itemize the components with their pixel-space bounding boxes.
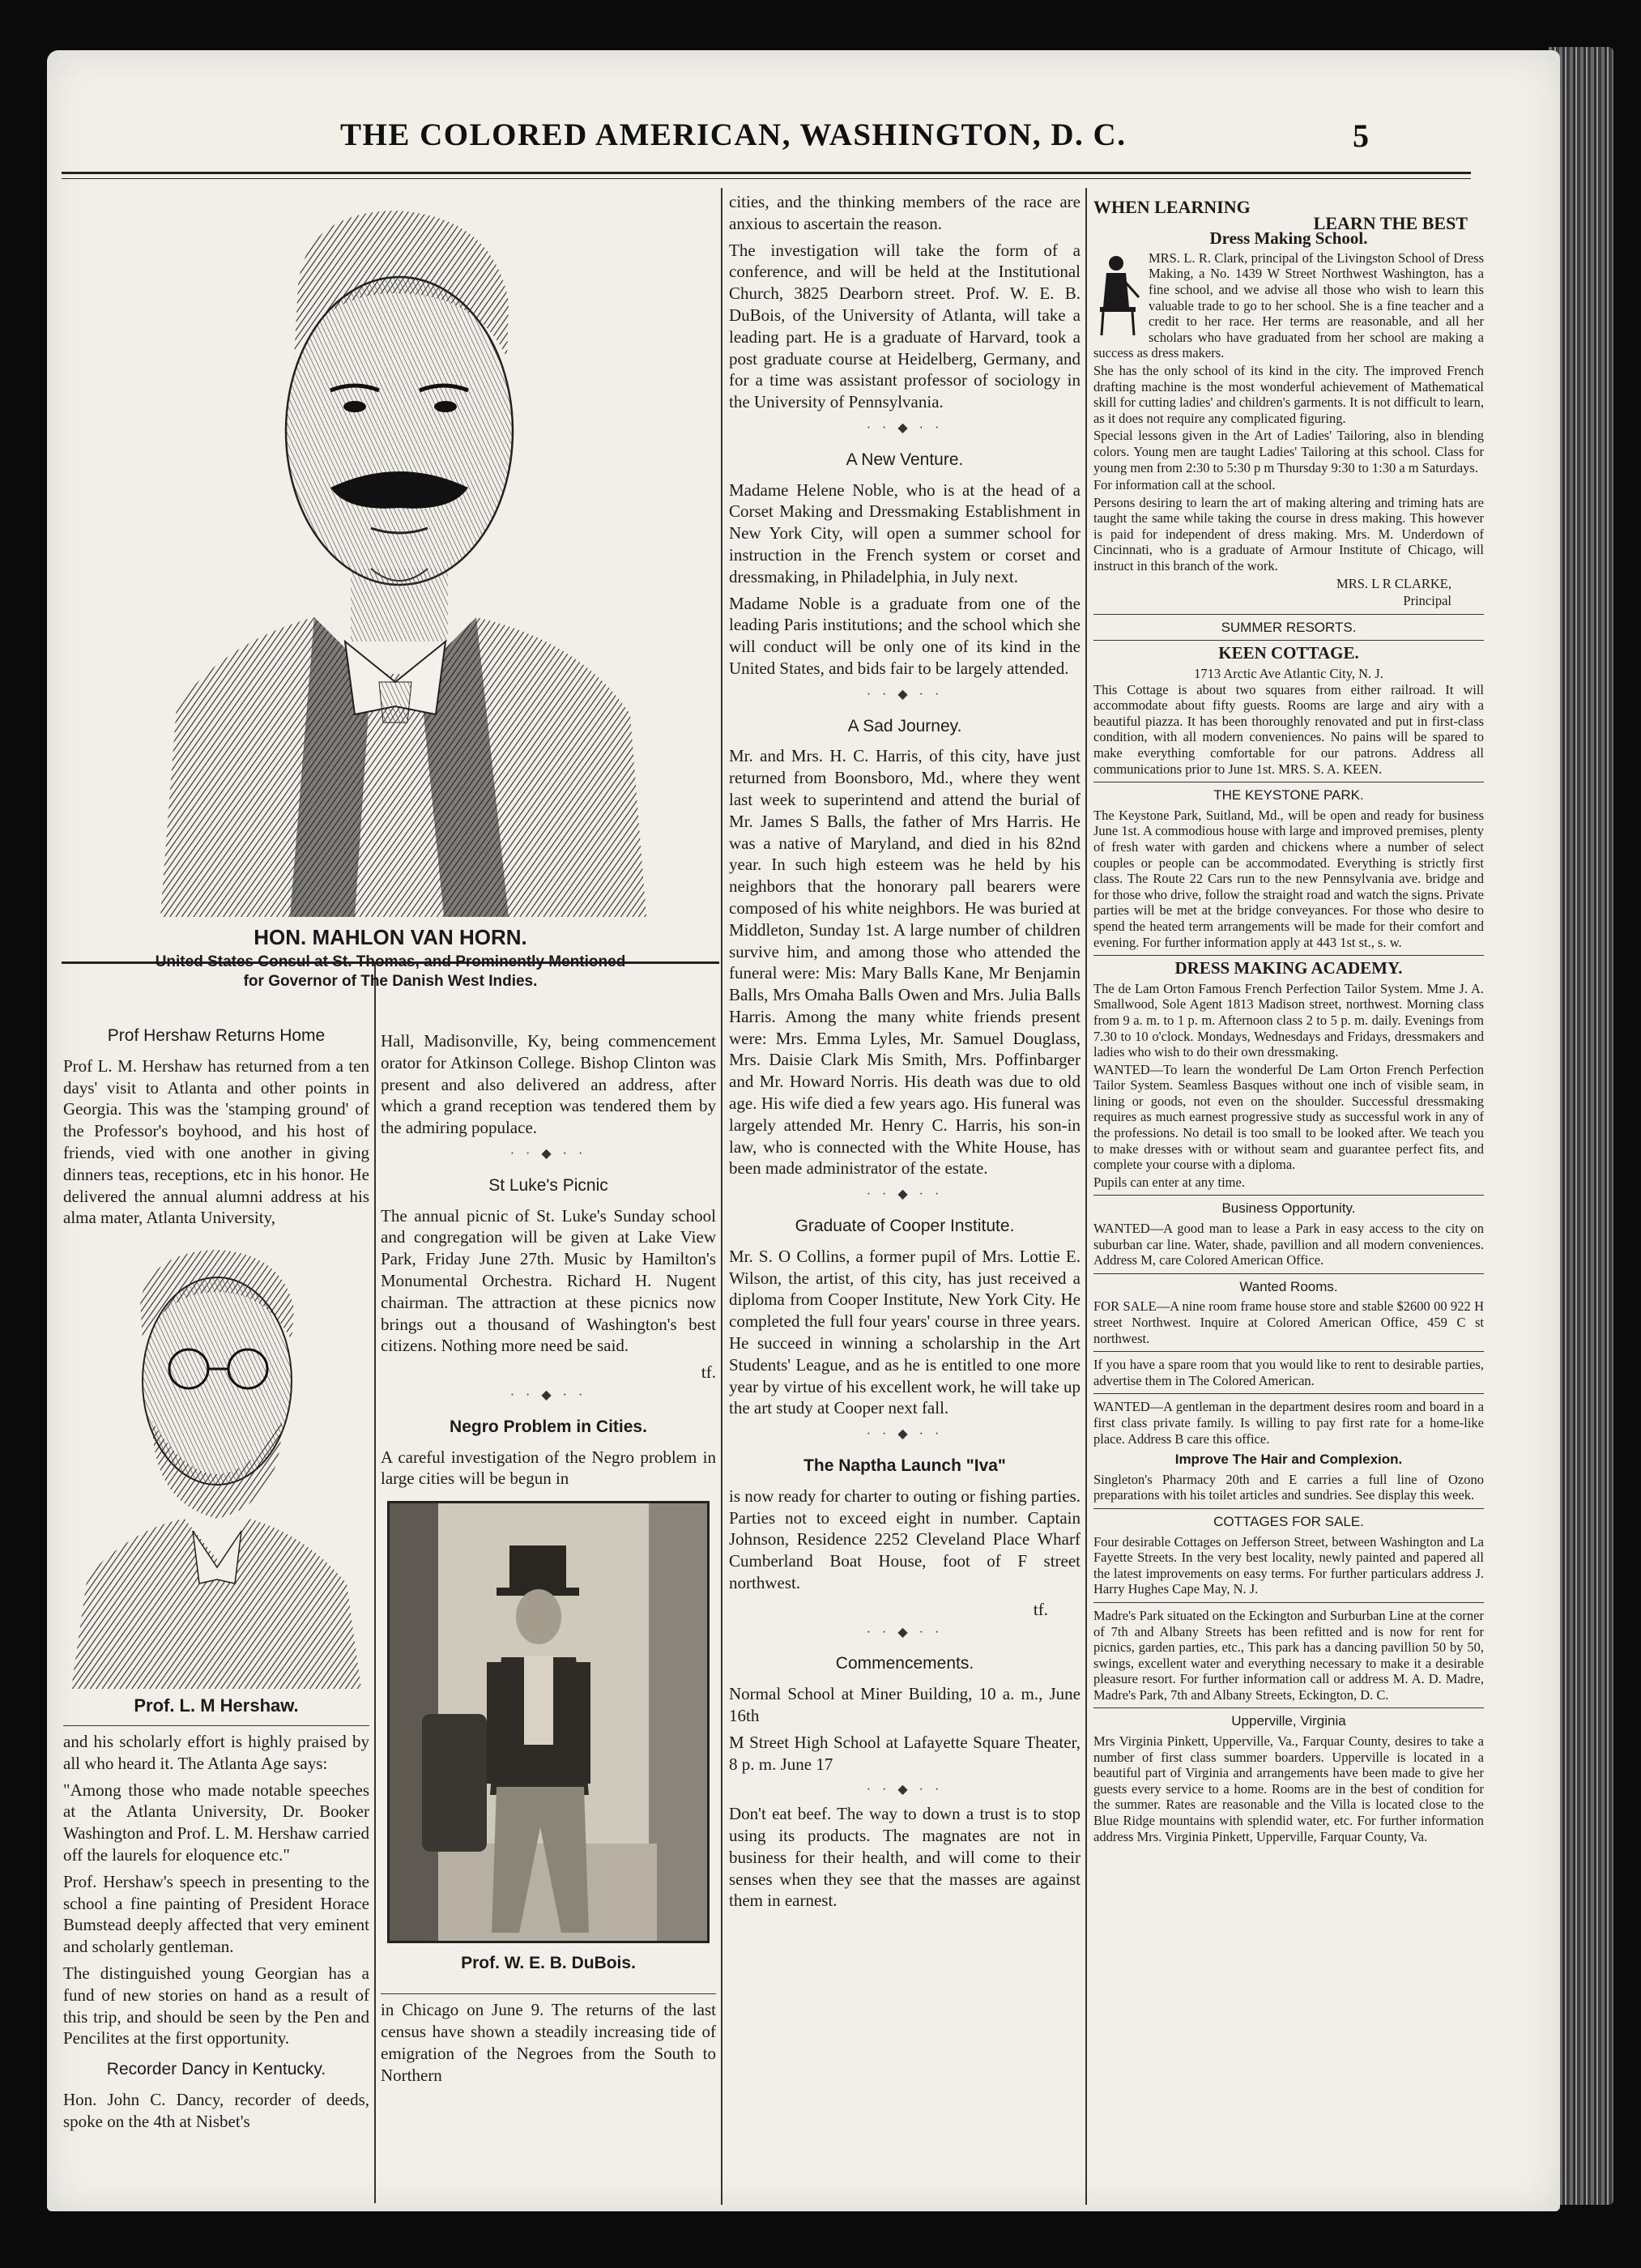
ad-text: Pupils can enter at any time.: [1093, 1174, 1245, 1190]
ad-text: Special lessons given in the Art of Ladies' Tailoring, also in blending colors. Young men are taught Ladies' Tailoring at this school. Class for young men from 2:30 to 5:30 p m Thursday 9:30 to 1:30 a m Saturdays.: [1093, 428, 1484, 475]
article-text: Hon. John C. Dancy, recorder of deeds, spoke on the 4th at Nisbet's: [63, 2089, 369, 2131]
ad-text: For information call at the school.: [1093, 477, 1276, 493]
ad-head-keystone-park: THE KEYSTONE PARK.: [1213, 787, 1364, 804]
ad-text: MRS. L. R. Clark, principal of the Livingston School of Dress Making, a No. 1439 W Street Northwest Washington, has a fine school, and we advise all those who wish to learn this valuable trade to go to her school. She is a fine teacher and a credit to her race. Her terms are reasonable, and all her scholars who have graduated from her school are making a success as dress makers.: [1093, 249, 1484, 361]
ad-address: 1713 Arctic Ave Atlantic City, N. J.: [1194, 666, 1383, 682]
article-text: Hall, Madisonville, Ky, being commencement orator for Atkinson College. Bishop Clinton was present and also delivered an address, after which a grand reception was tendered them by the admiring populace.: [381, 1031, 716, 1138]
ad-text: WANTED—To learn the wonderful De Lam Orton French Perfection Tailor System. Seamless Basques without one inch of visible seam, in lining or goods, not even on the shoulder. Successful dressmaking requires as much earnest progressive study as successful work in any of the professions. No detail is too small to be looked after. We teach you to make dresses with or without seam and guarantee perfect fits, and complete your course with a diploma.: [1093, 1061, 1484, 1173]
ad-text: WANTED—A good man to lease a Park in easy access to the city on suburban car line. Water, shade, pavillion and all modern conveniences. Address M, care Colored American Office.: [1093, 1221, 1484, 1268]
dubois-photo: [387, 1501, 710, 1943]
article-text: Prof L. M. Hershaw has returned from a ten days' visit to Atlanta and other points in Georgia. This was the 'stamping ground' of the Professor's boyhood, and his host of friends, vied with one another in giving dinners teas, receptions, etc in his honor. He delivered the annual alumni address at his alma mater, Atlanta University,: [63, 1055, 369, 1228]
hershaw-portrait-caption: Prof. L. M Hershaw.: [134, 1695, 299, 1716]
tailor-figure-illustration: [1093, 250, 1142, 339]
ad-rule: [1093, 1393, 1484, 1394]
column-2: [381, 1030, 716, 2206]
article-text: Madame Helene Noble, who is at the head of a Corset Making and Dressmaking Establishment in New York City, will open a summer school for instruction in the French system or corset and dressmaking, in Philadelphia, in July next.: [729, 480, 1081, 586]
article-head-cooper: Graduate of Cooper Institute.: [795, 1217, 1015, 1236]
feature-name: HON. MAHLON VAN HORN.: [254, 925, 527, 949]
ad-rule: [1093, 614, 1484, 615]
article-head-commencements: Commencements.: [835, 1654, 974, 1673]
article-text: Normal School at Miner Building, 10 a. m., June 16th: [729, 1684, 1081, 1725]
ad-rule: [1093, 1707, 1484, 1708]
feature-caption: [62, 953, 719, 991]
article-head-dancy: Recorder Dancy in Kentucky.: [106, 2060, 326, 2079]
page-number: 5: [1353, 117, 1369, 154]
ad-rule: [1093, 955, 1484, 956]
ad-text: The de Lam Orton Famous French Perfection Tailor System. Mme J. A. Smallwood, Sole Agent 1813 Madison street, northwest. Morning class from 9 a. m. to 1 p. m. Afternoon class 2 to 5 p. m. daily. Evenings from 7.30 to 10 o'clock. Mondays, Wednesdays and Fridays, dressmakers and ladies who wish to do their own dressmaking.: [1093, 980, 1484, 1060]
article-text: and his scholarly effort is highly praised by all who heard it. The Atlanta Age says:: [63, 1731, 369, 1773]
ad-head-business-opportunity: Business Opportunity.: [1221, 1200, 1356, 1217]
article-text: Madame Noble is a graduate from one of the leading Paris institutions; and the school which she will conduct will be only one of its kind in the United States, and bids fair to be largely attended.: [729, 593, 1081, 678]
masthead-rule: [62, 172, 1471, 174]
article-text: cities, and the thinking members of the race are anxious to ascertain the reason.: [729, 192, 1081, 233]
column-rule: [1085, 188, 1087, 2205]
ad-head-dressmaking-school: Dress Making School.: [1209, 228, 1368, 249]
feature-caption-line2: for Governor of The Danish West Indies.: [243, 973, 538, 990]
ad-text: Singleton's Pharmacy 20th and E carries a full line of Ozono preparations with his toilet articles and sundries. See display this week.: [1093, 1471, 1484, 1503]
article-text: in Chicago on June 9. The returns of the last census have shown a steadily increasing tide of emigration of the Negroes from the South to Northern: [381, 2000, 716, 2085]
column-rule: [374, 964, 376, 2203]
ad-head-learn-best: LEARN THE BEST: [1313, 212, 1468, 233]
ad-signature: MRS. L R CLARKE,: [1336, 575, 1451, 591]
tf-mark: tf.: [1033, 1599, 1048, 1619]
ad-text: Persons desiring to learn the art of making altering and triming hats are taught the same while taking the course in dress making. This however is paid for independent of dress making. Mrs. M. Underdown of Cincinnati, who is a graduate of Armour Institute of Chicago, will instruct in this branch of the work.: [1093, 494, 1484, 574]
ad-rule: [1093, 1273, 1484, 1274]
article-head-picnic: St Luke's Picnic: [488, 1175, 608, 1195]
caption-rule: [63, 1725, 369, 1726]
ornament-divider: · · ◆ · ·: [866, 420, 944, 435]
ad-text: Madre's Park situated on the Eckington and Surburban Line at the corner of 7th and Albany Streets has been refitted and is now for rent for picnics, garden parties, etc., This park has a dancing pavillion 50 by 50, swings, excellent water and everything necessary to make it a desirable pleasure resort. For further information call or address M. A. D. Madre, Madre's Park, 7th and Albany Streets, Eckington, D. C.: [1093, 1607, 1484, 1703]
ad-head-dressmaking-academy: DRESS MAKING ACADEMY.: [1174, 958, 1403, 978]
masthead: [47, 50, 1560, 188]
ad-rule: [1093, 1351, 1484, 1352]
ornament-divider: · · ◆ · ·: [866, 1783, 944, 1797]
article-head-negro-problem: Negro Problem in Cities.: [450, 1417, 647, 1436]
dubois-photo-caption: Prof. W. E. B. DuBois.: [461, 1954, 636, 1973]
column-rule: [721, 188, 722, 2205]
ad-text: Mrs Virginia Pinkett, Upperville, Va., Farquar County, desires to take a number of first class summer boarders. Upperville is located in a beautiful part of Virginia and arrangements have been made to give her guests every service to a home. Rooms are in the best of condition for the summer. Rates are reasonable and the Villa is located close to the Blue Ridge mountains with splendid water, etc. For further information address Mrs. Virginia Pinkett, Upperville, Farquar County, Va.: [1093, 1733, 1484, 1844]
ad-text: She has the only school of its kind in the city. The improved French drafting machine is the most wonderful achievement of Mathematical skill for cutting ladies' and children's garments. It is not difficult to learn, as it does not require any complicated figuring.: [1093, 362, 1484, 426]
ad-head-upperville: Upperville, Virginia: [1231, 1713, 1346, 1729]
ad-rule: [1093, 1195, 1484, 1196]
feature-caption-line1: United States Consul at St. Thomas, and Prominently Mentioned: [155, 953, 626, 970]
ad-rule: [1093, 1602, 1484, 1603]
ad-text: If you have a spare room that you would like to rent to desirable parties, advertise them in The Colored American.: [1093, 1357, 1484, 1388]
article-head-new-venture: A New Venture.: [846, 450, 964, 469]
article-text: M Street High School at Lafayette Square Theater, 8 p. m. June 17: [729, 1732, 1081, 1774]
masthead-rule-thin: [62, 178, 1471, 179]
article-text: Prof. Hershaw's speech in presenting to the school a fine painting of President Horace Bumstead deeply affected that very eminent and scholarly gentleman.: [63, 1871, 369, 1957]
ad-head-wanted-rooms: Wanted Rooms.: [1239, 1278, 1338, 1294]
paper-title: THE COLORED AMERICAN, WASHINGTON, D. C.: [340, 117, 1127, 152]
column-3: [729, 191, 1081, 2206]
ad-head-hair-complexion: Improve The Hair and Complexion.: [1174, 1452, 1403, 1468]
ad-rule: [1093, 1508, 1484, 1509]
caption-rule: [381, 1993, 716, 1994]
ornament-divider: · · ◆ · ·: [866, 1625, 944, 1639]
ornament-divider: · · ◆ · ·: [866, 1187, 944, 1202]
ad-text: The Keystone Park, Suitland, Md., will be open and ready for business June 1st. A commodious house with large and improved premises, plenty of fresh water with garden and chickens where a number of select couples or people can be accommodated. Everything is strictly first class. The Route 22 Cars run to the new Pennsylvania ave. bridge and for those who drive, follow the straight road and watch the signs. Private parties will be met at the bridge conveyances. For those who desire to spend the heated term arrangements will be made for their comfort and evening. For further information apply at 443 1st st., s. w.: [1093, 807, 1484, 950]
article-text: The annual picnic of St. Luke's Sunday school and congregation will be given at Lake View Park, Friday June 27th. Music by Hamilton's Monumental Orchestra. Richard H. Nugent chairman. The attraction at these picnics now brings out a thousand of Washington's best citizens. Nothing more need be said.: [381, 1205, 716, 1356]
hershaw-portrait: [63, 1235, 369, 1689]
ornament-divider: · · ◆ · ·: [509, 1146, 587, 1161]
ornament-divider: · · ◆ · ·: [866, 687, 944, 701]
ad-head-cottages-for-sale: COTTAGES FOR SALE.: [1213, 1513, 1364, 1529]
van-horn-portrait: [128, 188, 663, 917]
article-text: Don't eat beef. The way to down a trust is to stop using its products. The magnates are not in business for their health, and will come to their senses when they see that the masses are against them in earnest.: [729, 1804, 1081, 1911]
article-text: The distinguished young Georgian has a fund of new stories on hand as a result of this trip, and should be seen by the Pen and Pencilites at the first opportunity.: [63, 1963, 369, 2048]
ad-signature: Principal: [1403, 593, 1451, 609]
ad-head-summer-resorts: SUMMER RESORTS.: [1221, 619, 1357, 635]
dubois-photo-block: [381, 1494, 716, 1989]
article-text: A careful investigation of the Negro problem in large cities will be begun in: [381, 1447, 716, 1489]
column-1: [63, 1022, 369, 2206]
article-text: Mr. S. O Collins, a former pupil of Mrs. Lottie E. Wilson, the artist, of this city, has just received a diploma from Cooper Institute, New York City. He completed the full four years' course in three years. He succeed in winning a scholarship in the Art Students' League, and as he is entitled to one more year by virtue of his excellent work, he will take up the art study at Cooper next fall.: [729, 1246, 1081, 1418]
article-head-launch: The Naptha Launch "Iva": [803, 1456, 1006, 1476]
newspaper-page: [47, 50, 1560, 2211]
ad-head-when-learning: WHEN LEARNING: [1093, 199, 1251, 217]
column-4-ads: [1093, 199, 1484, 2206]
ad-text: Four desirable Cottages on Jefferson Street, between Washington and La Fayette Streets. In the very best locality, newly painted and papered all the latest improvements on easy terms. For further particulars address J. Harry Hughes Cape May, N. J.: [1093, 1533, 1484, 1597]
ad-rule: [1093, 640, 1484, 641]
article-text: "Among those who made notable speeches at the Atlanta University, Dr. Booker Washington and Prof. L. M. Hershaw carried off the laurels for eloquence etc.": [63, 1780, 369, 1865]
ornament-divider: · · ◆ · ·: [509, 1388, 587, 1402]
article-text: Mr. and Mrs. H. C. Harris, of this city, have just returned from Boonsboro, Md., where they went last week to superintend and attend the burial of Mr. James S Balls, the father of Mrs Harris. He was a native of Maryland, and died in his 82nd year. In such high esteem was he held by his neighbors that the honorary pall bearers were composed of his white neighbors. He was buried at Middleton, Sunday 1st. A large number of children survive him, and among those who attended the funeral were: Mis: Mary Balls Kane, Mr Benjamin Balls, Mrs Omaha Balls Owen and Mrs. Julia Balls Harris. Among the many white friends present were: Mrs. Emma Lyles, Mr. Samuel Douglass, Mrs. Daisie Clark Mis Smith, Mrs. Poffinbarger and Mr. Howard Norris. His death was due to old age. His wife died a few years ago. His funeral was largely attended Mr. Henry C. Harris, his son-in law, who is connected with the White House, has been made administrator of the estate.: [729, 746, 1081, 1179]
ad-text: This Cottage is about two squares from either railroad. It will accommodate about fifty guests. Rooms are large and airy with a beautiful piazza. It has been thoroughly renovated and put in first-class condition, with all modern conveniences. No pains will be spared to make everything comfortable for our patrons. Address all communications prior to June 1st. MRS. S. A. KEEN.: [1093, 681, 1484, 777]
article-text: is now ready for charter to outing or fishing parties. Parties not to exceed eight in number. Captain Johnson, Residence 2252 Cleveland Place Wharf Cumberland Boat House, foot of F street northwest.: [729, 1486, 1081, 1593]
article-text: The investigation will take the form of a conference, and will be held at the Institutional Church, 3825 Dearborn street. Prof. W. E. B. DuBois, of the University of Atlanta, will take a leading part. He is a graduate of Harvard, took a post graduate course at Heidelberg, Germany, and for a time was assistant professor of sociology in the University of Pennsylvania.: [729, 240, 1081, 412]
article-head-sad-journey: A Sad Journey.: [847, 716, 962, 735]
ad-text: FOR SALE—A nine room frame house store and stable $2600 00 922 H street Northwest. Inquire at Colored American Office, 459 C st northwest.: [1093, 1298, 1484, 1346]
ad-head-keen-cottage: KEEN COTTAGE.: [1218, 643, 1359, 663]
ornament-divider: · · ◆ · ·: [866, 1427, 944, 1442]
article-head-hershaw: Prof Hershaw Returns Home: [107, 1026, 326, 1045]
ad-text: WANTED—A gentleman in the department desires room and board in a first class private family. Is willing to pay first rate for a home-like place. Address B care this office.: [1093, 1399, 1484, 1447]
tf-mark: tf.: [701, 1362, 716, 1383]
